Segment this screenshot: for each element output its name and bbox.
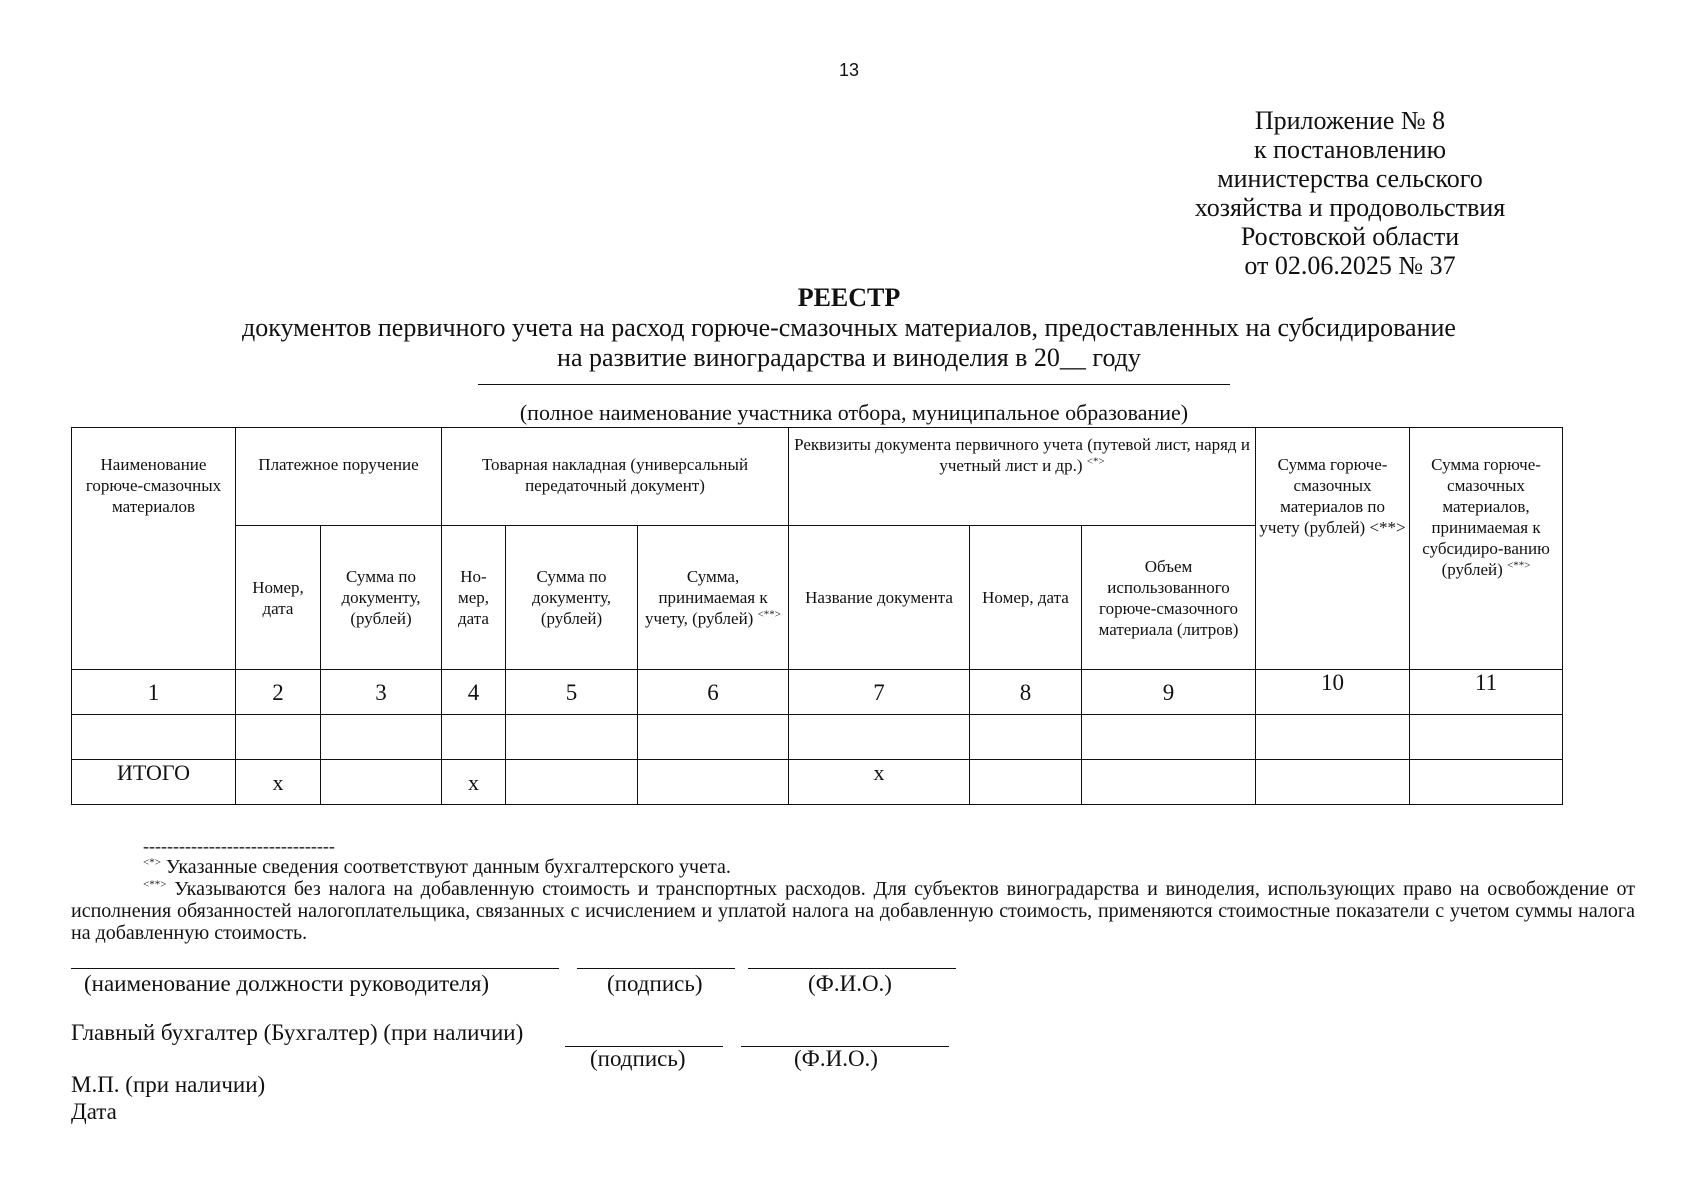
- footnote-mark: <*>: [1086, 455, 1105, 468]
- footnote-2-text: Указываются без налога на добавленную стоимость и транспортных расходов. Для субъектов виноградарства и виноделия, использующих право на освобождение от исполнения обязанностей налогоплательщика, связанных с исчислением и уплатой налога на добавленную стоимость, применяются стоимостные показатели с учетом суммы налога на добавленную стоимость.: [71, 878, 1636, 944]
- appendix-line: от 02.06.2025 № 37: [1244, 251, 1456, 280]
- appendix-line: министерства сельского: [1217, 164, 1483, 193]
- header-subsidy-sum: [1410, 428, 1563, 670]
- subtitle-line: документов первичного учета на расход горюче-смазочных материалов, предоставленных на субсидирование: [242, 313, 1456, 342]
- header-payment-number: Номер, дата: [236, 526, 321, 670]
- header-invoice-number: Но-мер, дата: [442, 526, 506, 670]
- document-title: РЕЕСТР: [797, 283, 901, 312]
- column-number: 10: [1256, 670, 1410, 715]
- participant-caption: (полное наименование участника отбора, муниципальное образование): [519, 400, 1189, 425]
- table-cell[interactable]: [970, 715, 1082, 760]
- appendix-line: Ростовской области: [1240, 222, 1460, 251]
- registry-table: [71, 427, 1563, 805]
- table-cell[interactable]: [72, 715, 236, 760]
- header-payment-sum: Сумма по документу, (рублей): [321, 526, 442, 670]
- column-number: 5: [506, 670, 638, 715]
- header-fuel-volume: Объем использованного горюче-смазочного материала (литров): [1082, 526, 1256, 670]
- table-cell[interactable]: [638, 760, 789, 805]
- footnote-mark: <**>: [143, 878, 167, 891]
- signature-caption-1: (подпись): [607, 971, 703, 996]
- footnote-1-text: Указанные сведения соответствуют данным бухгалтерского учета.: [165, 856, 731, 878]
- total-cell-x: х: [789, 760, 970, 805]
- fio-caption-1: (Ф.И.О.): [808, 971, 892, 996]
- header-row-groups: [72, 428, 1563, 526]
- header-primary-text: Реквизиты документа первичного учета (путевой лист, наряд и учетный лист и др.): [794, 435, 1250, 475]
- date-label: Дата: [71, 1099, 117, 1124]
- head-position-caption: (наименование должности руководителя): [84, 971, 490, 996]
- header-subsidy-text: Сумма горюче-смазочных материалов, принимаемая к субсидиро-ванию (рублей): [1422, 455, 1550, 579]
- table-cell[interactable]: [1410, 715, 1563, 760]
- participant-fill-line[interactable]: [478, 384, 1230, 385]
- column-numbers-row: [72, 670, 1563, 715]
- signature-caption-2: (подпись): [590, 1046, 686, 1071]
- total-row: [72, 760, 1563, 805]
- page-number: 13: [838, 60, 860, 80]
- table-cell[interactable]: [1410, 760, 1563, 805]
- header-invoice-accepted: [638, 526, 789, 670]
- header-accepted-text: Сумма, принимаемая к учету, (рублей): [645, 567, 768, 628]
- header-invoice-sum: Сумма по документу, (рублей): [506, 526, 638, 670]
- column-number: 1: [72, 670, 236, 715]
- appendix-line: Приложение № 8: [1254, 106, 1446, 135]
- column-number: 2: [236, 670, 321, 715]
- table-cell[interactable]: [506, 760, 638, 805]
- table-cell[interactable]: [442, 715, 506, 760]
- table-cell[interactable]: [321, 715, 442, 760]
- table-cell[interactable]: [1082, 715, 1256, 760]
- footnote-separator: --------------------------------: [143, 836, 335, 856]
- footnote-mark: <**>: [1507, 559, 1531, 572]
- fio-caption-2: (Ф.И.О.): [794, 1046, 878, 1071]
- table-cell[interactable]: [236, 715, 321, 760]
- header-payment-order: Платежное поручение: [236, 428, 442, 526]
- total-cell-x: х: [442, 760, 506, 805]
- table-cell[interactable]: [321, 760, 442, 805]
- column-number: 4: [442, 670, 506, 715]
- table-cell[interactable]: [1256, 760, 1410, 805]
- stamp-label: М.П. (при наличии): [71, 1072, 266, 1097]
- data-row: [72, 715, 1563, 760]
- total-label: ИТОГО: [72, 760, 236, 805]
- header-invoice: Товарная накладная (универсальный передаточный документ): [442, 428, 789, 526]
- total-cell-x: х: [236, 760, 321, 805]
- appendix-line: хозяйства и продовольствия: [1194, 193, 1506, 222]
- footnote-mark: <*>: [143, 856, 161, 869]
- header-fuel-name: Наименование горюче-смазочных материалов: [72, 428, 236, 670]
- column-number: 9: [1082, 670, 1256, 715]
- column-number: 8: [970, 670, 1082, 715]
- table-cell[interactable]: [789, 715, 970, 760]
- header-primary-document: [789, 428, 1256, 526]
- head-position-line[interactable]: [71, 968, 559, 969]
- table-cell[interactable]: [1256, 715, 1410, 760]
- subtitle-line: на развитие виноградарства и виноделия в 20__ году: [557, 343, 1141, 372]
- table-cell[interactable]: [638, 715, 789, 760]
- table-cell[interactable]: [506, 715, 638, 760]
- document-subtitle: [100, 313, 1598, 373]
- footnote-1: [143, 856, 1643, 878]
- column-number: 7: [789, 670, 970, 715]
- signature-line-1[interactable]: [577, 968, 735, 969]
- table-cell[interactable]: [1082, 760, 1256, 805]
- fio-line-1[interactable]: [748, 968, 956, 969]
- footnote-2: [71, 878, 1635, 944]
- header-document-name: Название документа: [789, 526, 970, 670]
- chief-accountant-label: Главный бухгалтер (Бухгалтер) (при наличии): [71, 1020, 524, 1045]
- table-cell[interactable]: [970, 760, 1082, 805]
- column-number: 6: [638, 670, 789, 715]
- header-fuel-sum: Сумма горюче-смазочных материалов по учету (рублей) <**>: [1256, 428, 1410, 670]
- header-document-number: Номер, дата: [970, 526, 1082, 670]
- column-number: 11: [1410, 670, 1563, 715]
- appendix-line: к постановлению: [1253, 135, 1447, 164]
- column-number: 3: [321, 670, 442, 715]
- footnote-mark: <**>: [757, 608, 781, 621]
- appendix-block: [1160, 106, 1540, 280]
